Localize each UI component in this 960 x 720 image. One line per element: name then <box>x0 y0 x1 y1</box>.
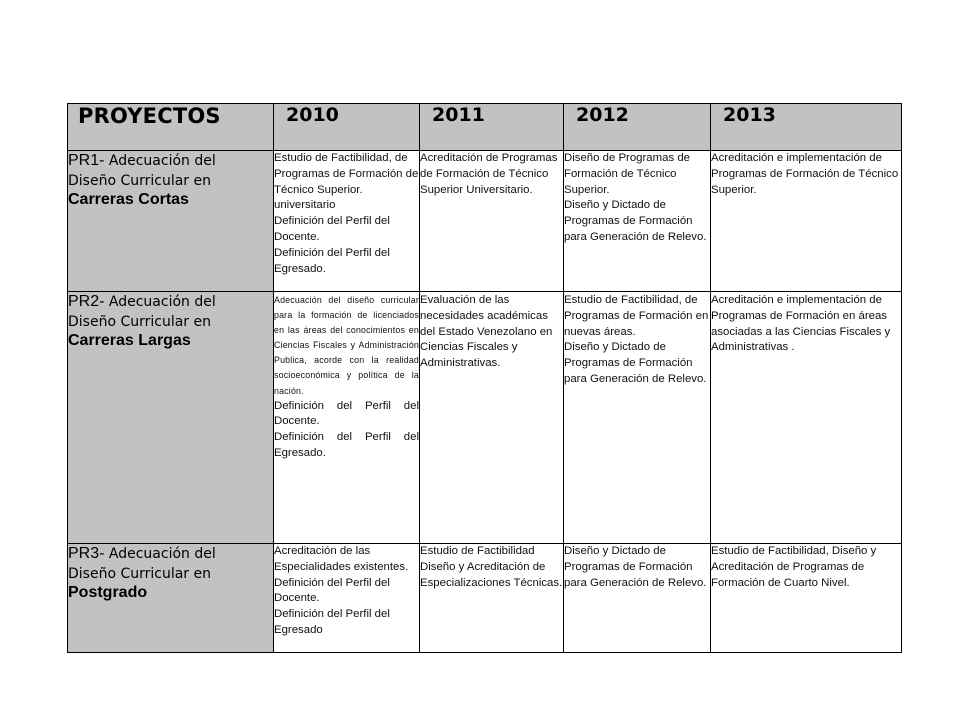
cell-pr1-2013 <box>711 151 902 292</box>
project-code: PR2- <box>68 293 105 310</box>
table-row <box>68 544 902 653</box>
cell-pr2-2012 <box>564 292 711 544</box>
project-code: PR1- <box>68 152 105 169</box>
cell-text: Estudio de Factibilidad, de Programas de Formación en nuevas áreas. <box>564 294 709 338</box>
header-2011: 2011 <box>420 104 564 151</box>
cell-text: Diseño y Dictado de Programas de Formación para Generación de Relevo. <box>564 341 707 385</box>
cell-pr3-2011 <box>420 544 564 653</box>
cell-text: Acreditación de Programas de Formación de Técnico Superior Universitario. <box>420 152 558 196</box>
cell-pr1-2012 <box>564 151 711 292</box>
cell-text: Definición del Perfil del Docente. <box>274 399 419 428</box>
project-code: PR3- <box>68 545 105 562</box>
cell-pr1-2011 <box>420 151 564 292</box>
header-2010: 2010 <box>274 104 420 151</box>
project-title-b: Diseño Curricular en <box>68 314 212 330</box>
project-title-a: Adecuación del <box>104 546 216 562</box>
cell-pr3-2012 <box>564 544 711 653</box>
cell-text: Definición del Perfil del Egresado <box>274 608 390 636</box>
project-title-b: Diseño Curricular en <box>68 173 212 189</box>
cell-text: Diseño y Dictado de Programas de Formación para Generación de Relevo. <box>564 545 707 589</box>
cell-text: Definición del Perfil del Egresado. <box>274 246 390 275</box>
projects-table <box>67 103 902 653</box>
cell-text: Estudio de Factibilidad, Diseño y Acreditación de Programas de Formación de Cuarto Nivel. <box>711 545 877 589</box>
cell-text: Definición del Perfil del Docente. <box>274 576 390 605</box>
cell-pr3-2013 <box>711 544 902 653</box>
project-area: Carreras Cortas <box>68 191 189 208</box>
project-cell-pr3 <box>68 544 274 653</box>
project-title-a: Adecuación del <box>104 153 216 169</box>
cell-text: Estudio de Factibilidad Diseño y Acreditación de Especializaciones Técnicas. <box>420 545 563 589</box>
cell-text: Diseño de Programas de Formación de Técnico Superior. <box>564 152 690 196</box>
project-area: Carreras Largas <box>68 332 191 349</box>
cell-pr3-2010 <box>274 544 420 653</box>
cell-text: Evaluación de las necesidades académicas del Estado Venezolano en Ciencias Fiscales y Administrativas. <box>420 294 553 370</box>
cell-text: Estudio de Factibilidad, de Programas de Formación de Técnico Superior. universitario <box>274 152 419 212</box>
project-cell-pr2 <box>68 292 274 544</box>
header-row <box>68 104 902 151</box>
project-cell-pr1 <box>68 151 274 292</box>
header-2013: 2013 <box>711 104 902 151</box>
cell-pr1-2010 <box>274 151 420 292</box>
header-proyectos: PROYECTOS <box>68 104 274 151</box>
cell-text: Acreditación e implementación de Programas de Formación de Técnico Superior. <box>711 152 899 196</box>
cell-pr2-2010 <box>274 292 420 544</box>
cell-text: Definición del Perfil del Docente. <box>274 215 390 243</box>
project-title-a: Adecuación del <box>104 294 216 310</box>
cell-text: Definición del Perfil del Egresado. <box>274 431 419 460</box>
cell-text: Acreditación e implementación de Programas de Formación en áreas asociadas a las Ciencias Fiscales y Administrativas . <box>711 294 891 354</box>
table-row <box>68 151 902 292</box>
cell-pr2-2011 <box>420 292 564 544</box>
header-2012: 2012 <box>564 104 711 151</box>
table-row <box>68 292 902 544</box>
project-title-b: Diseño Curricular en <box>68 566 212 582</box>
cell-text: Acreditación de las Especialidades existentes. <box>274 545 409 573</box>
cell-text: Adecuación del diseño curricular para la formación de licenciados en las áreas del conocimientos en Ciencias Fiscales y Administración Publica, acorde con la realidad socioeconómica y política de la nación. <box>274 295 419 396</box>
project-area: Postgrado <box>68 584 148 601</box>
cell-pr2-2013 <box>711 292 902 544</box>
cell-text: Diseño y Dictado de Programas de Formación para Generación de Relevo. <box>564 199 707 243</box>
